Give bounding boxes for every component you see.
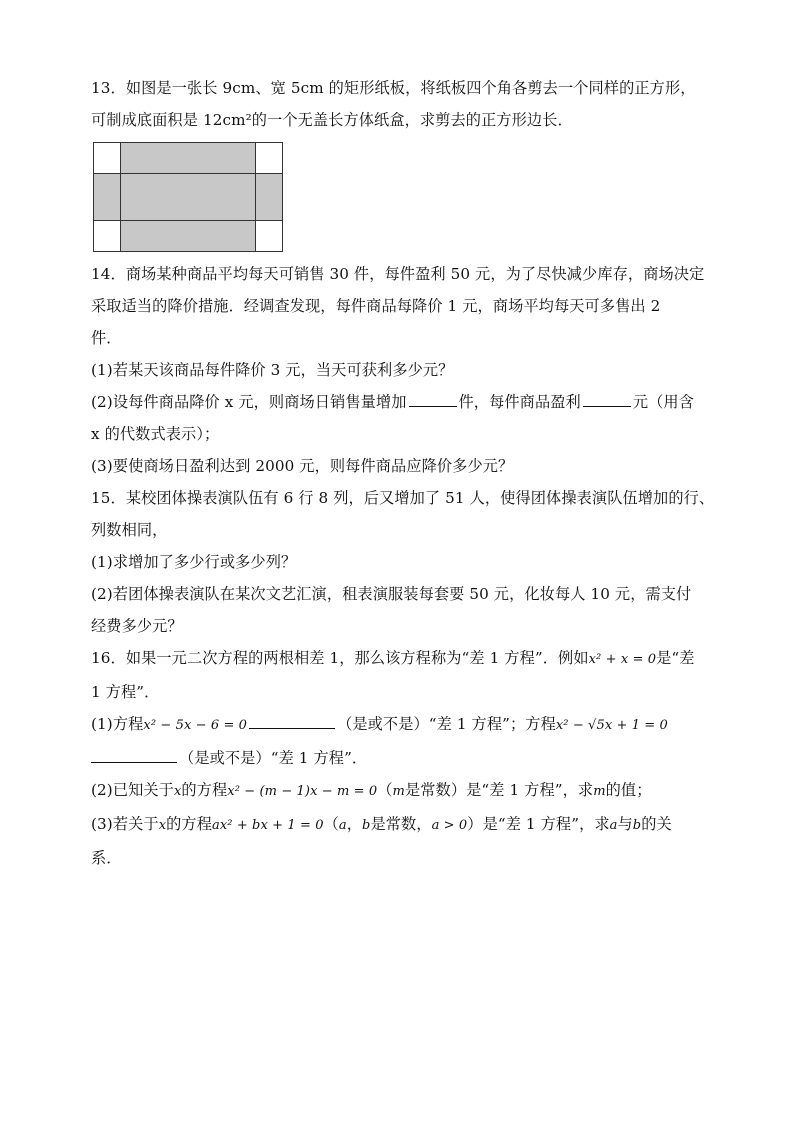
q14-part3: (3)要使商场日盈利达到 2000 元，则每件商品应降价多少元？ — [91, 457, 514, 475]
q16-line2: 1 方程”． — [91, 683, 160, 701]
flap-right — [255, 173, 283, 221]
q16-text-a: 16．如果一元二次方程的两根相差 1，那么该方程称为“差 1 方程”．例如 — [91, 649, 589, 667]
q14-line2: 采取适当的降价措施．经调查发现，每件商品每降价 1 元，商场平均每天可多售出 2 — [91, 297, 661, 315]
q15-part1: (1)求增加了多少行或多少列？ — [91, 553, 297, 571]
q16-part3-equation: ax² + bx + 1 = 0 — [212, 818, 324, 833]
q14-line3: 件． — [91, 329, 122, 347]
q16-example-equation: x² + x = 0 — [588, 652, 657, 667]
q16-part2-text-e: 的值； — [605, 781, 652, 799]
flap-top — [120, 142, 256, 174]
answer-blank-profit[interactable] — [583, 392, 631, 407]
q16-part3-cont: 系． — [91, 849, 122, 867]
q14-part1: (1)若某天该商品每件降价 3 元，当天可获利多少元？ — [91, 361, 454, 379]
q16-part2-equation: x² − (m − 1)x − m = 0 — [227, 784, 378, 799]
q16-text-b: 是“差 — [656, 649, 695, 667]
corner-square-bottom-left — [93, 220, 121, 252]
q16-part3-text-h: 的关 — [641, 815, 672, 833]
q14-part2 — [91, 386, 711, 418]
q16-part1-cont — [91, 742, 711, 774]
corner-square-top-left — [93, 142, 121, 174]
q16-part2-text-b: 的方程 — [181, 781, 228, 799]
box-base — [120, 173, 256, 221]
corner-square-bottom-right — [255, 220, 283, 252]
q16-equation-1: x² − 5x − 6 = 0 — [143, 718, 248, 733]
q15-part2: (2)若团体操表演队在某次文艺汇演，租表演服装每套要 50 元，化妆每人 10 元，需支付 — [91, 585, 692, 603]
worksheet-page — [91, 72, 715, 874]
q16-part1-text-b: （是或不是）“差 1 方程”；方程 — [337, 715, 556, 733]
q16-part3-condition: a > 0 — [431, 818, 468, 833]
q13-line2: 可制成底面积是 12cm²的一个无盖长方体纸盒，求剪去的正方形边长． — [91, 111, 573, 129]
q13-line1: 13．如图是一张长 9cm、宽 5cm 的矩形纸板，将纸板四个角各剪去一个同样的正方形， — [91, 79, 696, 97]
q14-part2-cont: x 的代数式表示）； — [91, 425, 220, 443]
q14-line1: 14．商场某种商品平均每天可销售 30 件，每件盈利 50 元，为了尽快减少库存，商场决定 — [91, 265, 705, 283]
q16-part3-text-g: 与 — [617, 815, 633, 833]
q16-part2 — [91, 774, 711, 808]
q16-part3-var-b2: b — [632, 818, 642, 833]
q14-part2-text-a: (2)设每件商品降价 x 元，则商场日销售量增加 — [91, 393, 407, 411]
q16-part2-text-d: 是常数）是“差 1 方程”，求 — [404, 781, 594, 799]
answer-blank-sales-increase[interactable] — [409, 392, 457, 407]
q15-line2: 列数相同， — [91, 521, 168, 539]
q15-line1: 15．某校团体操表演队伍有 6 行 8 列，后又增加了 51 人，使得团体操表演队伍增加的行、 — [91, 489, 715, 507]
q16-part3-var-x: x — [158, 818, 167, 833]
q16-part1 — [91, 708, 711, 742]
q14-part2-text-b: 件，每件商品盈利 — [458, 393, 581, 411]
q16-part1-text-c: （是或不是）“差 1 方程”． — [179, 749, 368, 767]
q16-part3-text-c: （ — [323, 815, 339, 833]
q16-part3-text-f: ）是“差 1 方程”，求 — [467, 815, 610, 833]
answer-blank-equation-2[interactable] — [91, 748, 177, 763]
q16-part3-var-a2: a — [609, 818, 618, 833]
q16-part2-text-a: (2)已知关于 — [91, 781, 174, 799]
q16-part3-text-e: 是常数， — [370, 815, 432, 833]
q16-line1 — [91, 642, 711, 676]
q16-part3-text-d: ， — [346, 815, 363, 833]
q16-part3-var-a: a — [338, 818, 347, 833]
q16-part3 — [91, 808, 711, 842]
flap-bottom — [120, 220, 256, 252]
q15-part2-cont: 经费多少元？ — [91, 617, 183, 635]
q16-part2-var-m: m — [392, 784, 405, 799]
cardboard-figure — [93, 142, 283, 252]
q16-part2-text-c: （ — [377, 781, 393, 799]
q16-part3-var-b: b — [362, 818, 371, 833]
q16-part2-var-m2: m — [593, 784, 606, 799]
q16-part3-text-a: (3)若关于 — [91, 815, 159, 833]
answer-blank-equation-1[interactable] — [249, 714, 335, 729]
q16-part3-text-b: 的方程 — [166, 815, 212, 833]
q16-part2-var-x: x — [173, 784, 182, 799]
flap-left — [93, 173, 121, 221]
corner-square-top-right — [255, 142, 283, 174]
q16-part1-text-a: (1)方程 — [91, 715, 144, 733]
q14-part2-text-c: 元（用含 — [632, 393, 694, 411]
q16-equation-2: x² − √5x + 1 = 0 — [555, 718, 668, 733]
